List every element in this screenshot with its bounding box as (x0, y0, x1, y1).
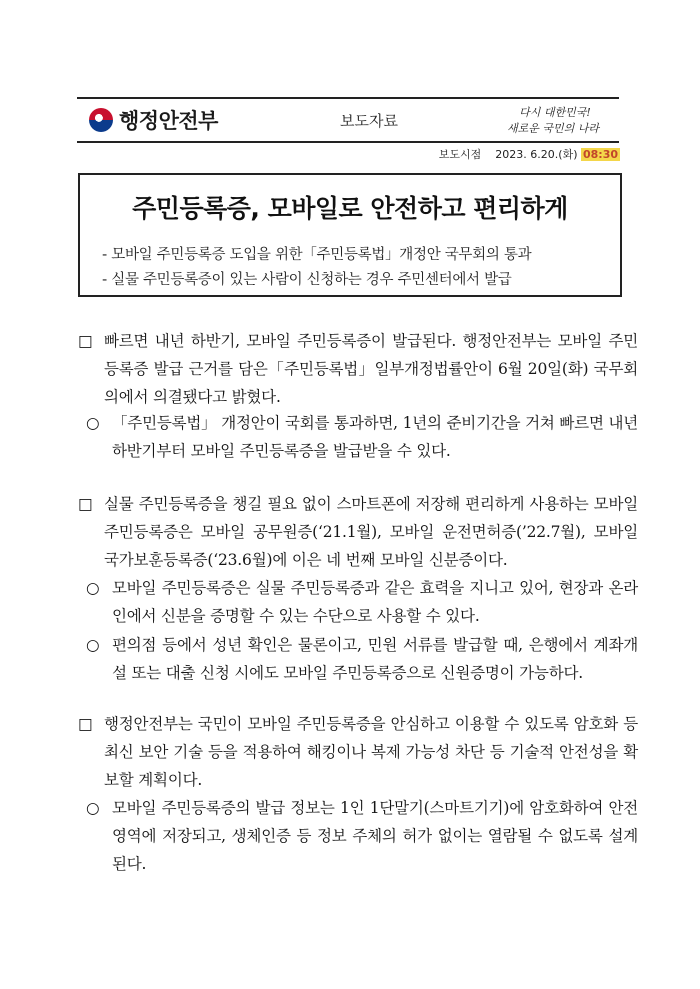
sub-paragraph (86, 631, 638, 687)
paragraph-text: 빠르면 내년 하반기, 모바일 주민등록증이 발급된다. 행정안전부는 모바일 주민등록증 발급 근거를 담은「주민등록법」일부개정법률안이 6월 20일(화) 국무회의에서 의결됐다고 밝혔다. (104, 332, 638, 406)
section-paragraph (78, 327, 638, 411)
header-bar (77, 97, 619, 143)
circle-bullet: ○ (86, 636, 100, 654)
slogan (449, 102, 619, 138)
title-box (78, 173, 622, 297)
slogan-handwriting (493, 102, 613, 138)
square-bullet: □ (78, 332, 93, 350)
release-date: 2023. 6.20.(화) (495, 148, 578, 161)
circle-bullet: ○ (86, 414, 100, 432)
sub-paragraph (86, 409, 638, 465)
sub-paragraph (86, 794, 638, 878)
square-bullet: □ (78, 715, 93, 733)
subtitle-list (102, 243, 602, 293)
sub-paragraph-text: 모바일 주민등록증은 실물 주민등록증과 같은 효력을 지니고 있어, 현장과 온라인에서 신분을 증명할 수 있는 수단으로 사용할 수 있다. (112, 579, 638, 625)
square-bullet: □ (78, 495, 93, 513)
ministry-logo (77, 105, 289, 135)
section-paragraph (78, 710, 638, 794)
page-title: 주민등록증, 모바일로 안전하고 편리하게 (132, 194, 568, 223)
slogan-line2: 새로운 국민의 나라 (506, 122, 600, 135)
sub-paragraph-text: 모바일 주민등록증의 발급 정보는 1인 1단말기(스마트기기)에 암호화하여 안전 영역에 저장되고, 생체인증 등 정보 주체의 허가 없이는 열람될 수 없도록 설계된다. (112, 799, 638, 873)
paragraph-text: 행정안전부는 국민이 모바일 주민등록증을 안심하고 이용할 수 있도록 암호화 등 최신 보안 기술 등을 적용하여 해킹이나 복제 가능성 차단 등 기술적 안전성을 확보할 계획이다. (104, 715, 638, 789)
release-time (400, 146, 620, 162)
circle-bullet: ○ (86, 579, 100, 597)
sub-paragraph-text: 「주민등록법」 개정안이 국회를 통과하면, 1년의 준비기간을 거쳐 빠르면 내년 하반기부터 모바일 주민등록증을 발급받을 수 있다. (112, 414, 638, 460)
section-paragraph (78, 490, 638, 574)
slogan-line1: 다시 대한민국! (519, 106, 591, 119)
release-label: 보도시점 (438, 148, 482, 161)
circle-bullet: ○ (86, 799, 100, 817)
release-time-value: 08:30 (582, 148, 618, 161)
paragraph-text: 실물 주민등록증을 챙길 필요 없이 스마트폰에 저장해 편리하게 사용하는 모바일 주민등록증은 모바일 공무원증(‘21.1월), 모바일 운전면허증(’22.7월), 모바일 국가보훈등록증(‘23.6월)에 이은 네 번째 모바일 신분증이다. (104, 495, 638, 569)
sub-paragraph-text: 편의점 등에서 성년 확인은 물론이고, 민원 서류를 발급할 때, 은행에서 계좌개설 또는 대출 신청 시에도 모바일 주민등록증으로 신원증명이 가능하다. (112, 636, 638, 682)
government-emblem-icon (89, 108, 113, 132)
doc-kind: 보도자료 (340, 111, 398, 130)
subtitle-item: - 모바일 주민등록증 도입을 위한「주민등록법」개정안 국무회의 통과 (102, 247, 532, 263)
sub-paragraph (86, 574, 638, 630)
subtitle-item: - 실물 주민등록증이 있는 사람이 신청하는 경우 주민센터에서 발급 (102, 272, 512, 288)
org-name: 행정안전부 (119, 109, 218, 133)
